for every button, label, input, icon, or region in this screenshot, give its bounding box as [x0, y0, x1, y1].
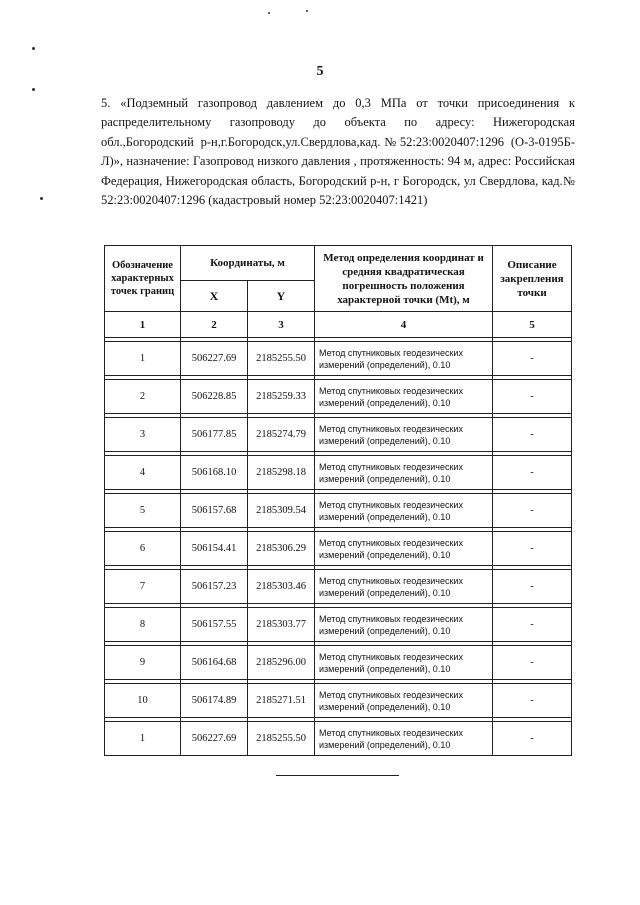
- point-label: 7: [105, 570, 181, 604]
- table-row: [105, 722, 572, 756]
- column-number: 4: [315, 312, 493, 338]
- point-label: 1: [105, 342, 181, 376]
- method-cell: Метод спутниковых геодезических измерений (определений), 0.10: [315, 418, 493, 452]
- table-row: [105, 608, 572, 642]
- point-label: 2: [105, 380, 181, 414]
- scan-speck: [306, 10, 308, 12]
- x-coordinate: 506164.68: [181, 646, 248, 680]
- fixing-description: -: [493, 646, 572, 680]
- coordinates-table: [104, 245, 572, 756]
- column-number: 3: [248, 312, 315, 338]
- x-coordinate: 506157.55: [181, 608, 248, 642]
- y-coordinate: 2185298.18: [248, 456, 315, 490]
- scan-speck: [32, 47, 35, 50]
- fixing-description: -: [493, 456, 572, 490]
- fixing-description: -: [493, 570, 572, 604]
- y-coordinate: 2185259.33: [248, 380, 315, 414]
- x-coordinate: 506168.10: [181, 456, 248, 490]
- column-number-row: [105, 312, 572, 338]
- method-cell: Метод спутниковых геодезических измерений (определений), 0.10: [315, 342, 493, 376]
- header-method: Метод определения координат и средняя квадратическая погрешность положения характерной точки (Mt), м: [315, 246, 493, 312]
- x-coordinate: 506227.69: [181, 722, 248, 756]
- method-cell: Метод спутниковых геодезических измерений (определений), 0.10: [315, 380, 493, 414]
- point-label: 6: [105, 532, 181, 566]
- header-point-designation: Обозначение характерных точек границ: [105, 246, 181, 312]
- table-row: [105, 418, 572, 452]
- table-row: [105, 380, 572, 414]
- table-row: [105, 342, 572, 376]
- table-row: [105, 684, 572, 718]
- point-label: 9: [105, 646, 181, 680]
- scan-speck: [40, 197, 43, 200]
- page-number: 5: [316, 64, 324, 79]
- method-cell: Метод спутниковых геодезических измерений (определений), 0.10: [315, 494, 493, 528]
- method-cell: Метод спутниковых геодезических измерений (определений), 0.10: [315, 532, 493, 566]
- point-label: 1: [105, 722, 181, 756]
- y-coordinate: 2185303.77: [248, 608, 315, 642]
- column-number: 1: [105, 312, 181, 338]
- x-coordinate: 506157.68: [181, 494, 248, 528]
- y-coordinate: 2185255.50: [248, 722, 315, 756]
- column-number: 5: [493, 312, 572, 338]
- y-coordinate: 2185306.29: [248, 532, 315, 566]
- fixing-description: -: [493, 494, 572, 528]
- point-label: 5: [105, 494, 181, 528]
- header-x: X: [181, 281, 248, 312]
- point-label: 4: [105, 456, 181, 490]
- y-coordinate: 2185274.79: [248, 418, 315, 452]
- x-coordinate: 506228.85: [181, 380, 248, 414]
- method-cell: Метод спутниковых геодезических измерений (определений), 0.10: [315, 646, 493, 680]
- y-coordinate: 2185255.50: [248, 342, 315, 376]
- fixing-description: -: [493, 342, 572, 376]
- point-label: 10: [105, 684, 181, 718]
- fixing-description: -: [493, 418, 572, 452]
- fixing-description: -: [493, 722, 572, 756]
- header-coordinates: Координаты, м: [181, 246, 315, 281]
- table-row: [105, 456, 572, 490]
- method-cell: Метод спутниковых геодезических измерений (определений), 0.10: [315, 456, 493, 490]
- x-coordinate: 506157.23: [181, 570, 248, 604]
- x-coordinate: 506227.69: [181, 342, 248, 376]
- table-row: [105, 494, 572, 528]
- fixing-description: -: [493, 532, 572, 566]
- fixing-description: -: [493, 380, 572, 414]
- method-cell: Метод спутниковых геодезических измерений (определений), 0.10: [315, 722, 493, 756]
- point-label: 8: [105, 608, 181, 642]
- column-number: 2: [181, 312, 248, 338]
- y-coordinate: 2185309.54: [248, 494, 315, 528]
- y-coordinate: 2185271.51: [248, 684, 315, 718]
- x-coordinate: 506154.41: [181, 532, 248, 566]
- fixing-description: -: [493, 684, 572, 718]
- object-description-paragraph: 5. «Подземный газопровод давлением до 0,3 МПа от точки присоединения к распределительному газопроводу до объекта по адресу: Нижегородская обл.,Богородский р-н,г.Богородск,ул.Свердлова,кад.№52:23:0020407:1296 (О-3-0195Б-Л)», назначение: Газопровод низкого давления , протяженность: 94 м, адрес: Российская Федерация, Нижегородская область, Богородский р-н, г Богородск, ул Свердлова, кад.№ 52:23:0020407:1296 (кадастровый номер 52:23:0020407:1421): [101, 96, 575, 208]
- y-coordinate: 2185296.00: [248, 646, 315, 680]
- footer-separator-line: [276, 775, 399, 776]
- table-row: [105, 570, 572, 604]
- y-coordinate: 2185303.46: [248, 570, 315, 604]
- scan-speck: [32, 88, 35, 91]
- method-cell: Метод спутниковых геодезических измерений (определений), 0.10: [315, 608, 493, 642]
- header-y: Y: [248, 281, 315, 312]
- method-cell: Метод спутниковых геодезических измерений (определений), 0.10: [315, 684, 493, 718]
- header-fixing-description: Описание закрепления точки: [493, 246, 572, 312]
- method-cell: Метод спутниковых геодезических измерений (определений), 0.10: [315, 570, 493, 604]
- point-label: 3: [105, 418, 181, 452]
- scan-speck: [268, 12, 270, 14]
- fixing-description: -: [493, 608, 572, 642]
- x-coordinate: 506177.85: [181, 418, 248, 452]
- x-coordinate: 506174.89: [181, 684, 248, 718]
- table-row: [105, 532, 572, 566]
- table-row: [105, 646, 572, 680]
